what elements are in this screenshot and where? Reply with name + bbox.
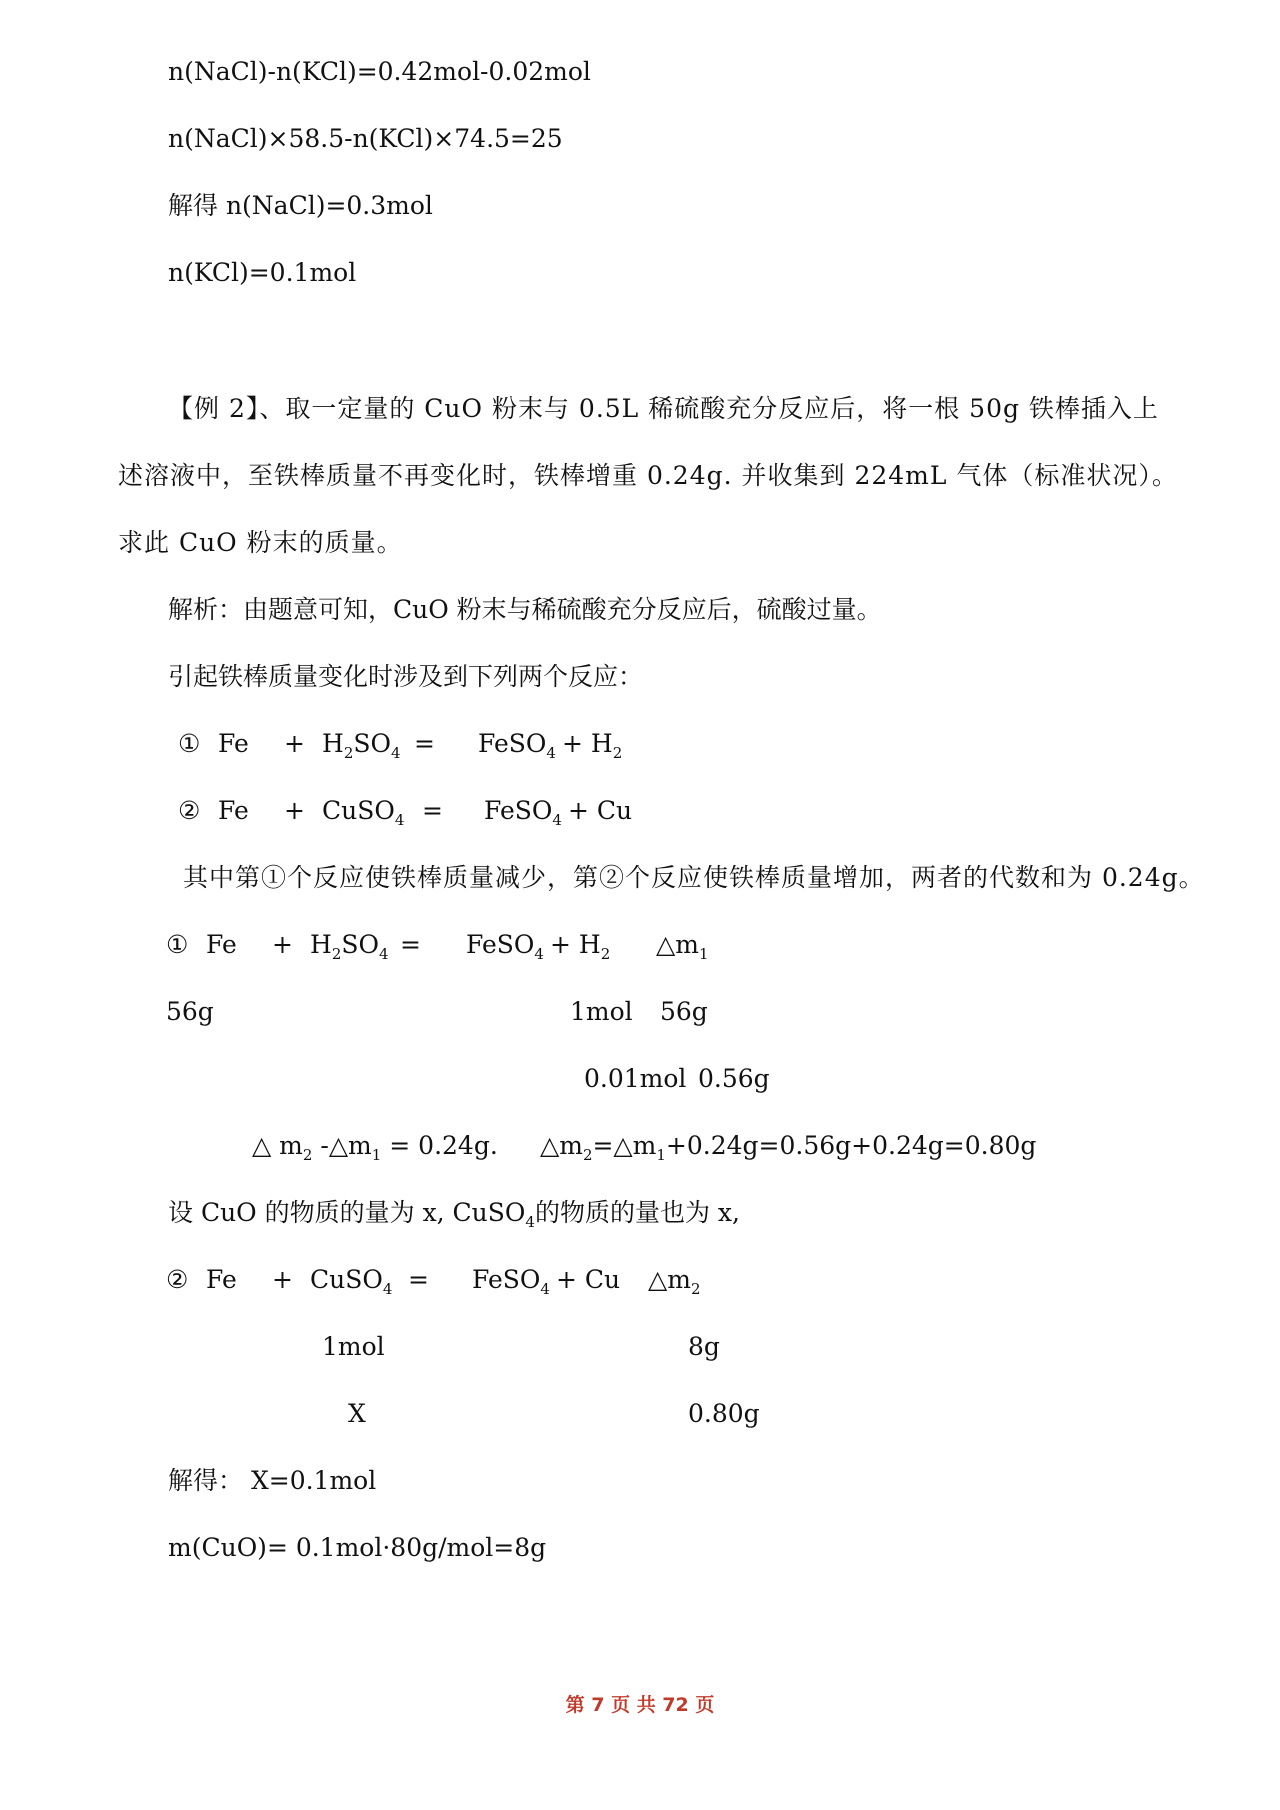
reactant-fe: Fe [218,729,249,758]
equals-sign: = [422,796,443,825]
plus-sign: + [284,729,305,758]
delta-m2: $\triangle m_2$ [648,1265,701,1298]
text-line: n(NaCl)-n(KCl)=0.42mol-0.02mol [168,57,591,86]
page-footer: 第 7 页 共 72 页 [565,1694,715,1716]
text-line: n(KCl)=0.1mol [168,258,357,287]
plus-sign: + [284,796,305,825]
text-line: 解得 n(NaCl)=0.3mol [168,191,433,220]
reactant-h2so4: $H_2SO_4$ [322,729,401,762]
solve-line: 解得： X=0.1mol [168,1466,377,1495]
reaction-number: ① [178,729,201,758]
equals-sign: = [414,729,435,758]
product-feso4: FeSO$_4$ [478,729,556,762]
reaction-number: ② [178,796,201,825]
result-line: m(CuO)= 0.1mol·80g/mol=8g [168,1533,547,1562]
product-h2: + $H_2$ [562,729,623,762]
text-line: n(NaCl)×58.5-n(KCl)×74.5=25 [168,124,563,153]
analysis-line: 解析：由题意可知，CuO 粉末与稀硫酸充分反应后，硫酸过量。 [168,595,882,624]
delta-m1: $\triangle m_1$ [656,930,709,963]
reactions-intro: 引起铁棒质量变化时涉及到下列两个反应： [168,662,644,691]
product-feso4: FeSO$_4$ [484,796,562,829]
reactant-fe: Fe [218,796,249,825]
assumption-line: 设 CuO 的物质的量为 x, CuSO$_4$的物质的量也为 x, [168,1198,740,1231]
reactant-cuso4: CuSO$_4$ [322,796,405,829]
note-line: 其中第①个反应使铁棒质量减少，第②个反应使铁棒质量增加，两者的代数和为 0.24g。 [183,863,1205,892]
product-cu: + Cu [568,796,633,825]
example-problem: 【例 2】、取一定量的 CuO 粉末与 0.5L 稀硫酸充分反应后，将一根 50g 铁棒插入上述溶液中，至铁棒质量不再变化时，铁棒增重 0.24g. 并收集到 224mL 气体（标准状况）。求此 CuO 粉末的质量。 [118,394,1178,557]
